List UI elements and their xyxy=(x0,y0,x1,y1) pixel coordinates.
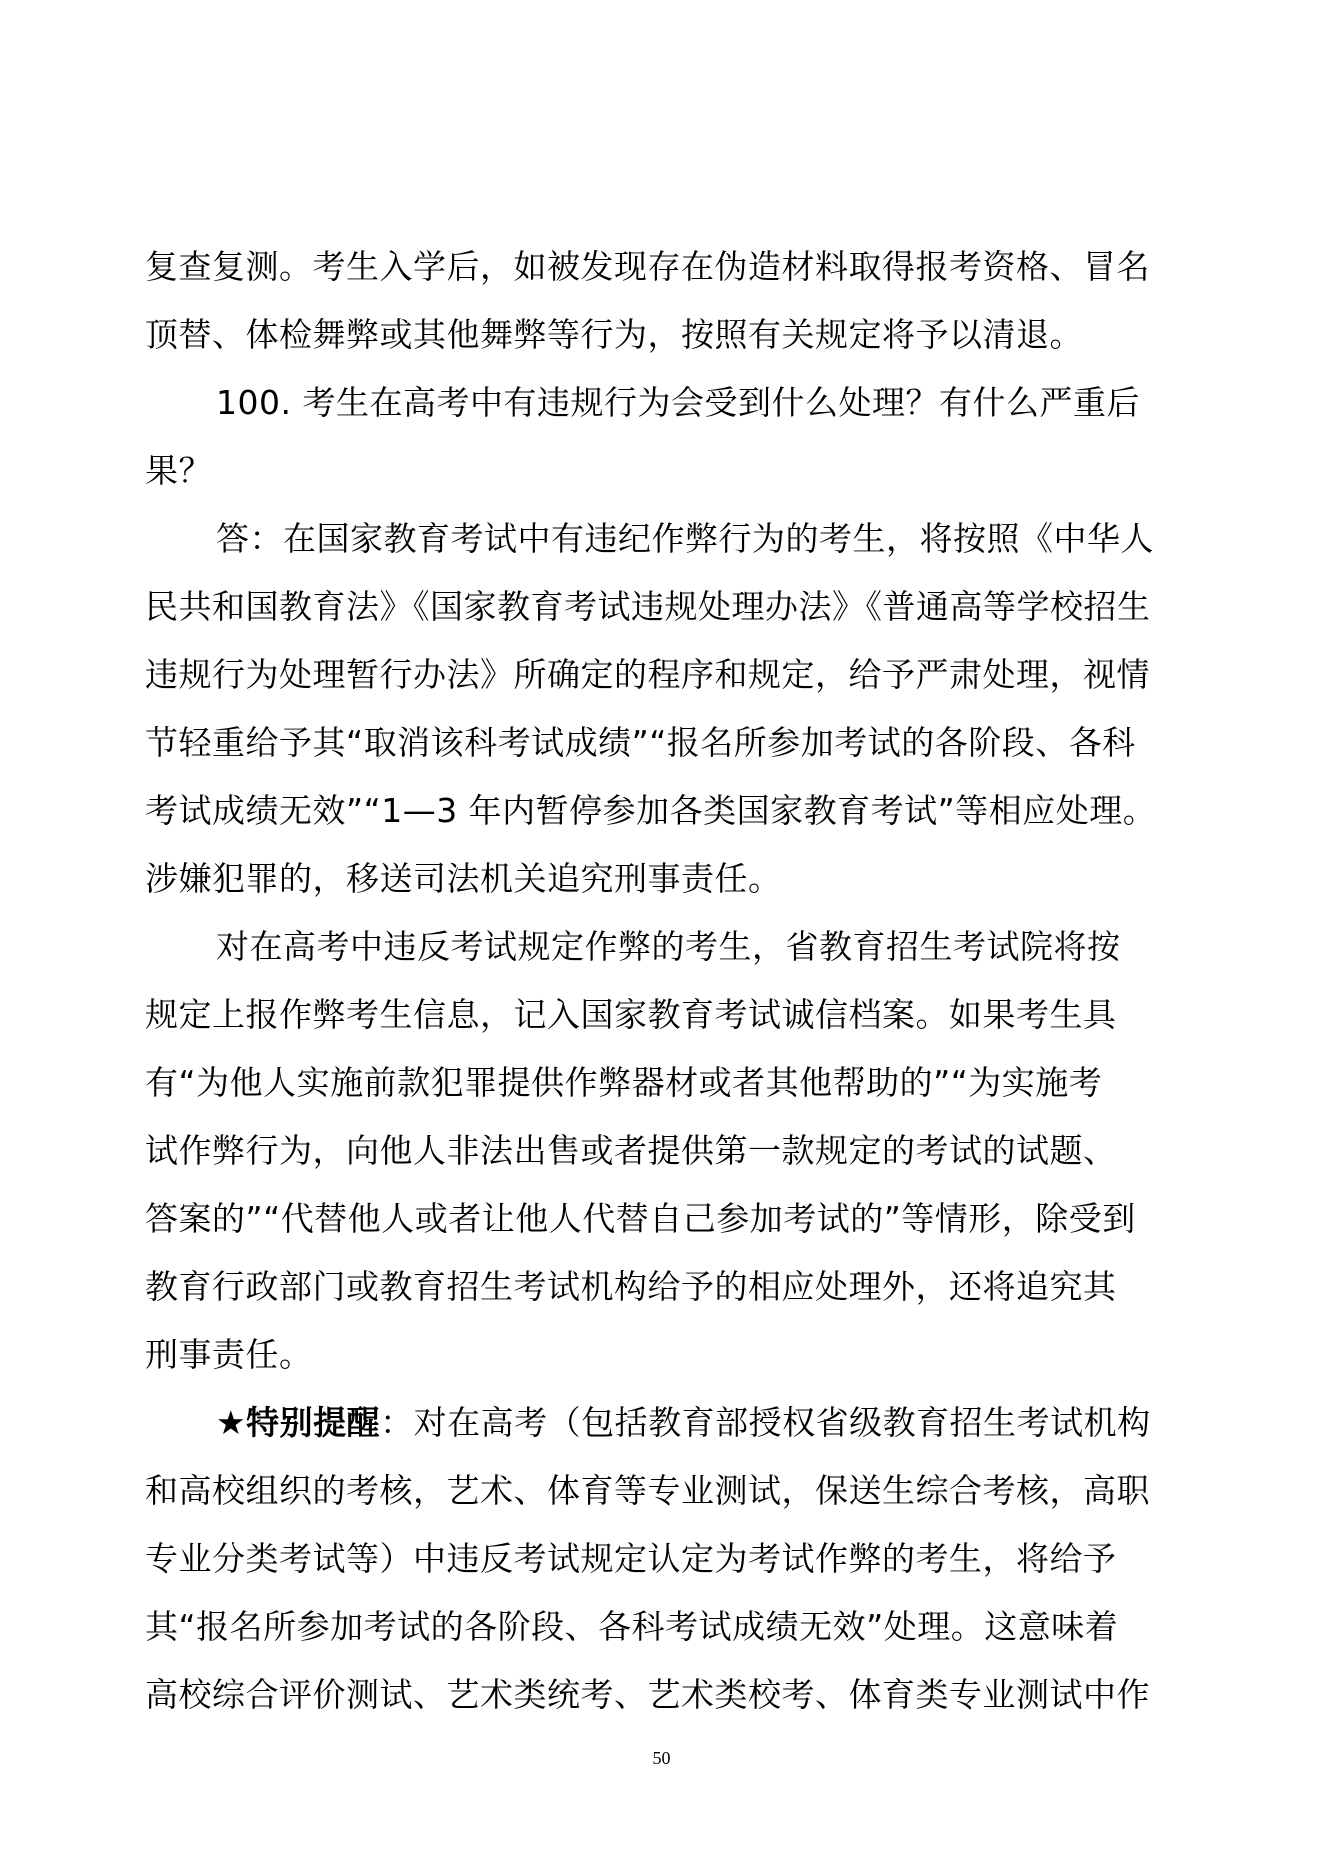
paragraph-line xyxy=(0,305,1323,365)
reminder-text: ：对在高考（包括教育部授权省级教育招生考试机构 xyxy=(380,1403,1151,1442)
paragraph-line xyxy=(0,1189,1323,1249)
text-line: 复查复测。考生入学后，如被发现存在伪造材料取得报考资格、冒名 xyxy=(145,247,1150,286)
paragraph-line xyxy=(0,849,1323,909)
reminder-label: ★特别提醒 xyxy=(216,1403,381,1442)
reminder-first-line xyxy=(216,1393,1151,1453)
answer-text: 节轻重给予其“取消该科考试成绩”“报名所参加考试的各阶段、各科 xyxy=(145,723,1136,762)
answer-text: 考试成绩无效”“1—3 年内暂停参加各类国家教育考试”等相应处理。 xyxy=(145,791,1157,830)
paragraph-line xyxy=(0,577,1323,637)
paragraph-line xyxy=(0,1665,1323,1725)
paragraph-line xyxy=(0,509,1323,569)
reminder-text: 专业分类考试等）中违反考试规定认定为考试作弊的考生，将给予 xyxy=(145,1539,1117,1578)
answer-text: 民共和国教育法》《国家教育考试违规处理办法》《普通高等学校招生 xyxy=(145,587,1151,626)
reminder-text: 和高校组织的考核，艺术、体育等专业测试，保送生综合考核，高职 xyxy=(145,1471,1150,1510)
answer-text: 涉嫌犯罪的，移送司法机关追究刑事责任。 xyxy=(145,859,782,898)
question-heading: 果？ xyxy=(145,451,212,490)
paragraph-line xyxy=(0,1257,1323,1317)
body-text: 对在高考中违反考试规定作弊的考生，省教育招生考试院将按 xyxy=(216,927,1121,966)
paragraph-line xyxy=(0,781,1323,841)
paragraph-line xyxy=(0,1121,1323,1181)
body-text: 试作弊行为，向他人非法出售或者提供第一款规定的考试的试题、 xyxy=(145,1131,1117,1170)
paragraph-line xyxy=(0,237,1323,297)
reminder-text: 其“报名所参加考试的各阶段、各科考试成绩无效”处理。这意味着 xyxy=(145,1607,1119,1646)
page-number: 50 xyxy=(652,1748,671,1768)
paragraph-line xyxy=(0,917,1323,977)
paragraph-line xyxy=(0,985,1323,1045)
answer-text: 违规行为处理暂行办法》所确定的程序和规定，给予严肃处理，视情 xyxy=(145,655,1150,694)
paragraph-line xyxy=(0,713,1323,773)
paragraph-line xyxy=(0,1597,1323,1657)
paragraph-line xyxy=(0,645,1323,705)
reminder-line xyxy=(0,1393,1323,1453)
question-heading-line xyxy=(0,373,1323,433)
body-text: 规定上报作弊考生信息，记入国家教育考试诚信档案。如果考生具 xyxy=(145,995,1117,1034)
text-line: 顶替、体检舞弊或其他舞弊等行为，按照有关规定将予以清退。 xyxy=(145,315,1083,354)
body-text: 刑事责任。 xyxy=(145,1335,313,1374)
question-heading: 100. 考生在高考中有违规行为会受到什么处理？有什么严重后 xyxy=(216,383,1140,422)
paragraph-line xyxy=(0,1053,1323,1113)
answer-text: 答：在国家教育考试中有违纪作弊行为的考生，将按照《中华人 xyxy=(216,519,1154,558)
paragraph-line xyxy=(0,1325,1323,1385)
body-text: 教育行政部门或教育招生考试机构给予的相应处理外，还将追究其 xyxy=(145,1267,1117,1306)
body-text: 答案的”“代替他人或者让他人代替自己参加考试的”等情形，除受到 xyxy=(145,1199,1136,1238)
reminder-text: 高校综合评价测试、艺术类统考、艺术类校考、体育类专业测试中作 xyxy=(145,1675,1150,1714)
body-text: 有“为他人实施前款犯罪提供作弊器材或者其他帮助的”“为实施考 xyxy=(145,1063,1103,1102)
paragraph-line xyxy=(0,1529,1323,1589)
question-heading-line xyxy=(0,441,1323,501)
paragraph-line xyxy=(0,1461,1323,1521)
